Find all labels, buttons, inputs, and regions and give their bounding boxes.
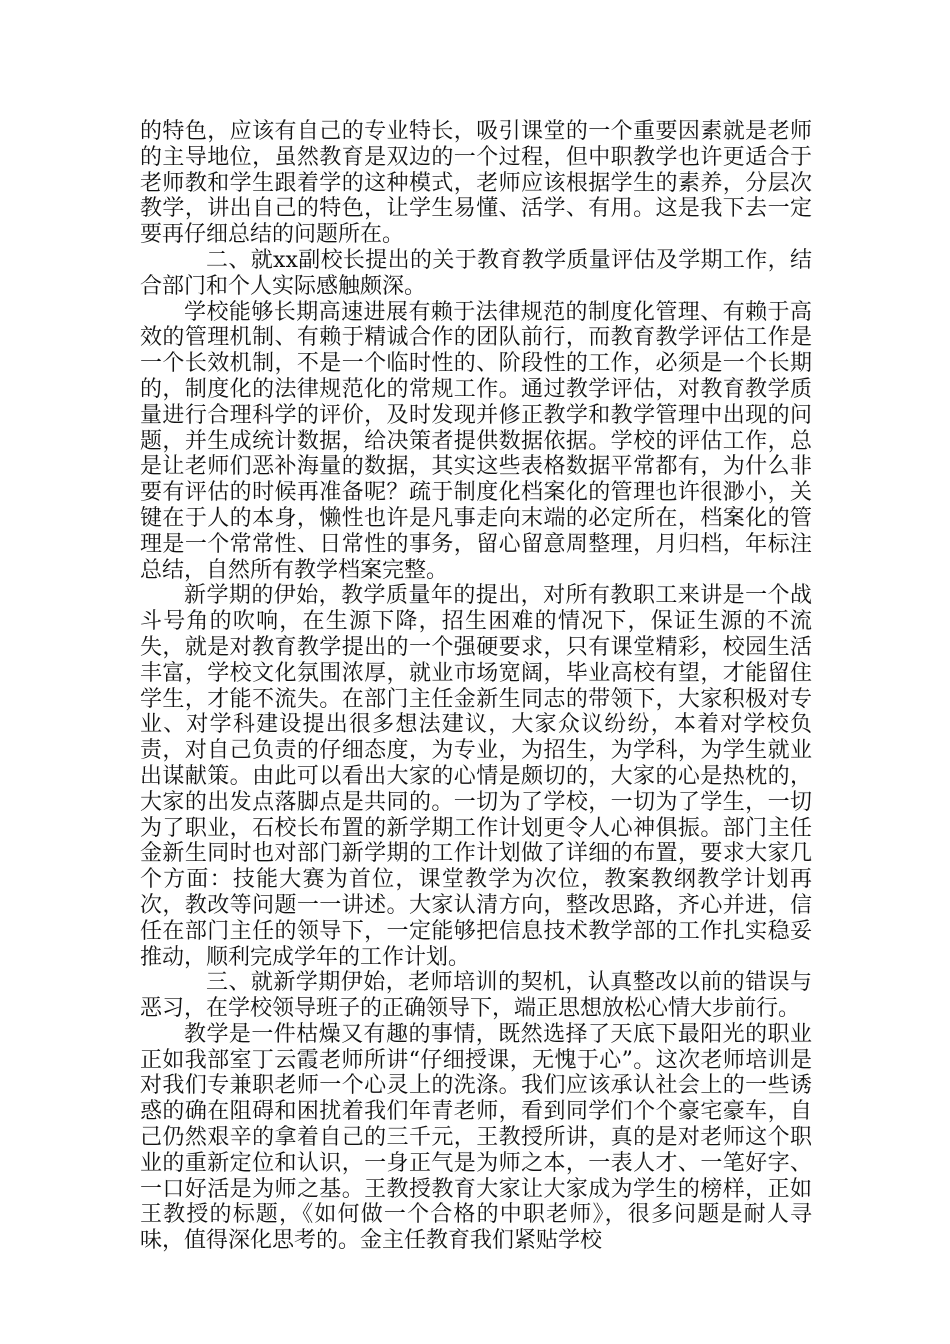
paragraph-continuation: 的特色，应该有自己的专业特长，吸引课堂的一个重要因素就是老师的主导地位，虽然教育是双边的一个过程，但中职教学也许更适合于老师教和学生跟着学的这种模式，老师应该根据学生的素养，分层次教学，讲出自己的特色，让学生易懂、活学、有用。这是我下去一定要再仔细总结的问题所在。 [140, 119, 812, 248]
section-heading-2: 二、就xx副校长提出的关于教育教学质量评估及学期工作，结合部门和个人实际感触颇深。 [140, 247, 812, 299]
section-heading-3: 三、就新学期伊始，老师培训的契机，认真整改以前的错误与恶习，在学校领导班子的正确领导下，端正思想放松心情大步前行。 [140, 970, 812, 1022]
paragraph-evaluation: 学校能够长期高速进展有赖于法律规范的制度化管理、有赖于高效的管理机制、有赖于精诚合作的团队前行，而教育教学评估工作是一个长效机制，不是一个临时性的、阶段性的工作，必须是一个长期的，制度化的法律规范化的常规工作。通过教学评估，对教育教学质量进行合理科学的评价，及时发现并修正教学和教学管理中出现的问题，并生成统计数据，给决策者提供数据依据。学校的评估工作，总是让老师们恶补海量的数据，其实这些表格数据平常都有，为什么非要有评估的时候再准备呢？疏于制度化档案化的管理也许很渺小，关键在于人的本身，懒性也许是凡事走向末端的必定所在，档案化的管理是一个常常性、日常性的事务，留心留意周整理，月归档，年标注总结，自然所有教学档案完整。 [140, 299, 812, 583]
paragraph-new-semester: 新学期的伊始，教学质量年的提出，对所有教职工来讲是一个战斗号角的吹响，在生源下降，招生困难的情况下，保证生源的不流失，就是对教育教学提出的一个强硬要求，只有课堂精彩，校园生活丰富，学校文化氛围浓厚，就业市场宽阔，毕业高校有望，才能留住学生，才能不流失。在部门主任金新生同志的带领下，大家积极对专业、对学科建设提出很多想法建议，大家众议纷纷，本着对学校负责，对自己负责的仔细态度，为专业，为招生，为学科，为学生就业出谋献策。由此可以看出大家的心情是颇切的，大家的心是热枕的，大家的出发点落脚点是共同的。一切为了学校，一切为了学生，一切为了职业，石校长布置的新学期工作计划更令人心神俱振。部门主任金新生同时也对部门新学期的工作计划做了详细的布置，要求大家几个方面：技能大赛为首位，课堂教学为次位，教案教纲教学计划再次，教改等问题一一讲述。大家认清方向，整改思路，齐心并进，信任在部门主任的领导下，一定能够把信息技术教学部的工作扎实稳妥推动，顺利完成学年的工作计划。 [140, 583, 812, 970]
paragraph-teacher-training: 教学是一件枯燥又有趣的事情，既然选择了天底下最阳光的职业正如我部室丁云霞老师所讲“仔细授课，无愧于心”。这次老师培训是对我们专兼职老师一个心灵上的洗涤。我们应该承认社会上的一些诱惑的确在阻碍和困扰着我们年青老师，看到同学们个个豪宅豪车，自己仍然艰辛的拿着自己的三千元，王教授所讲，真的是对老师这个职业的重新定位和认识，一身正气是为师之本，一表人才、一笔好字、一口好活是为师之基。王教授教育大家让大家成为学生的榜样，正如王教授的标题，《如何做一个合格的中职老师》，很多问题是耐人寻味，值得深化思考的。金主任教育我们紧贴学校 [140, 1021, 812, 1254]
document-page [140, 119, 812, 1254]
